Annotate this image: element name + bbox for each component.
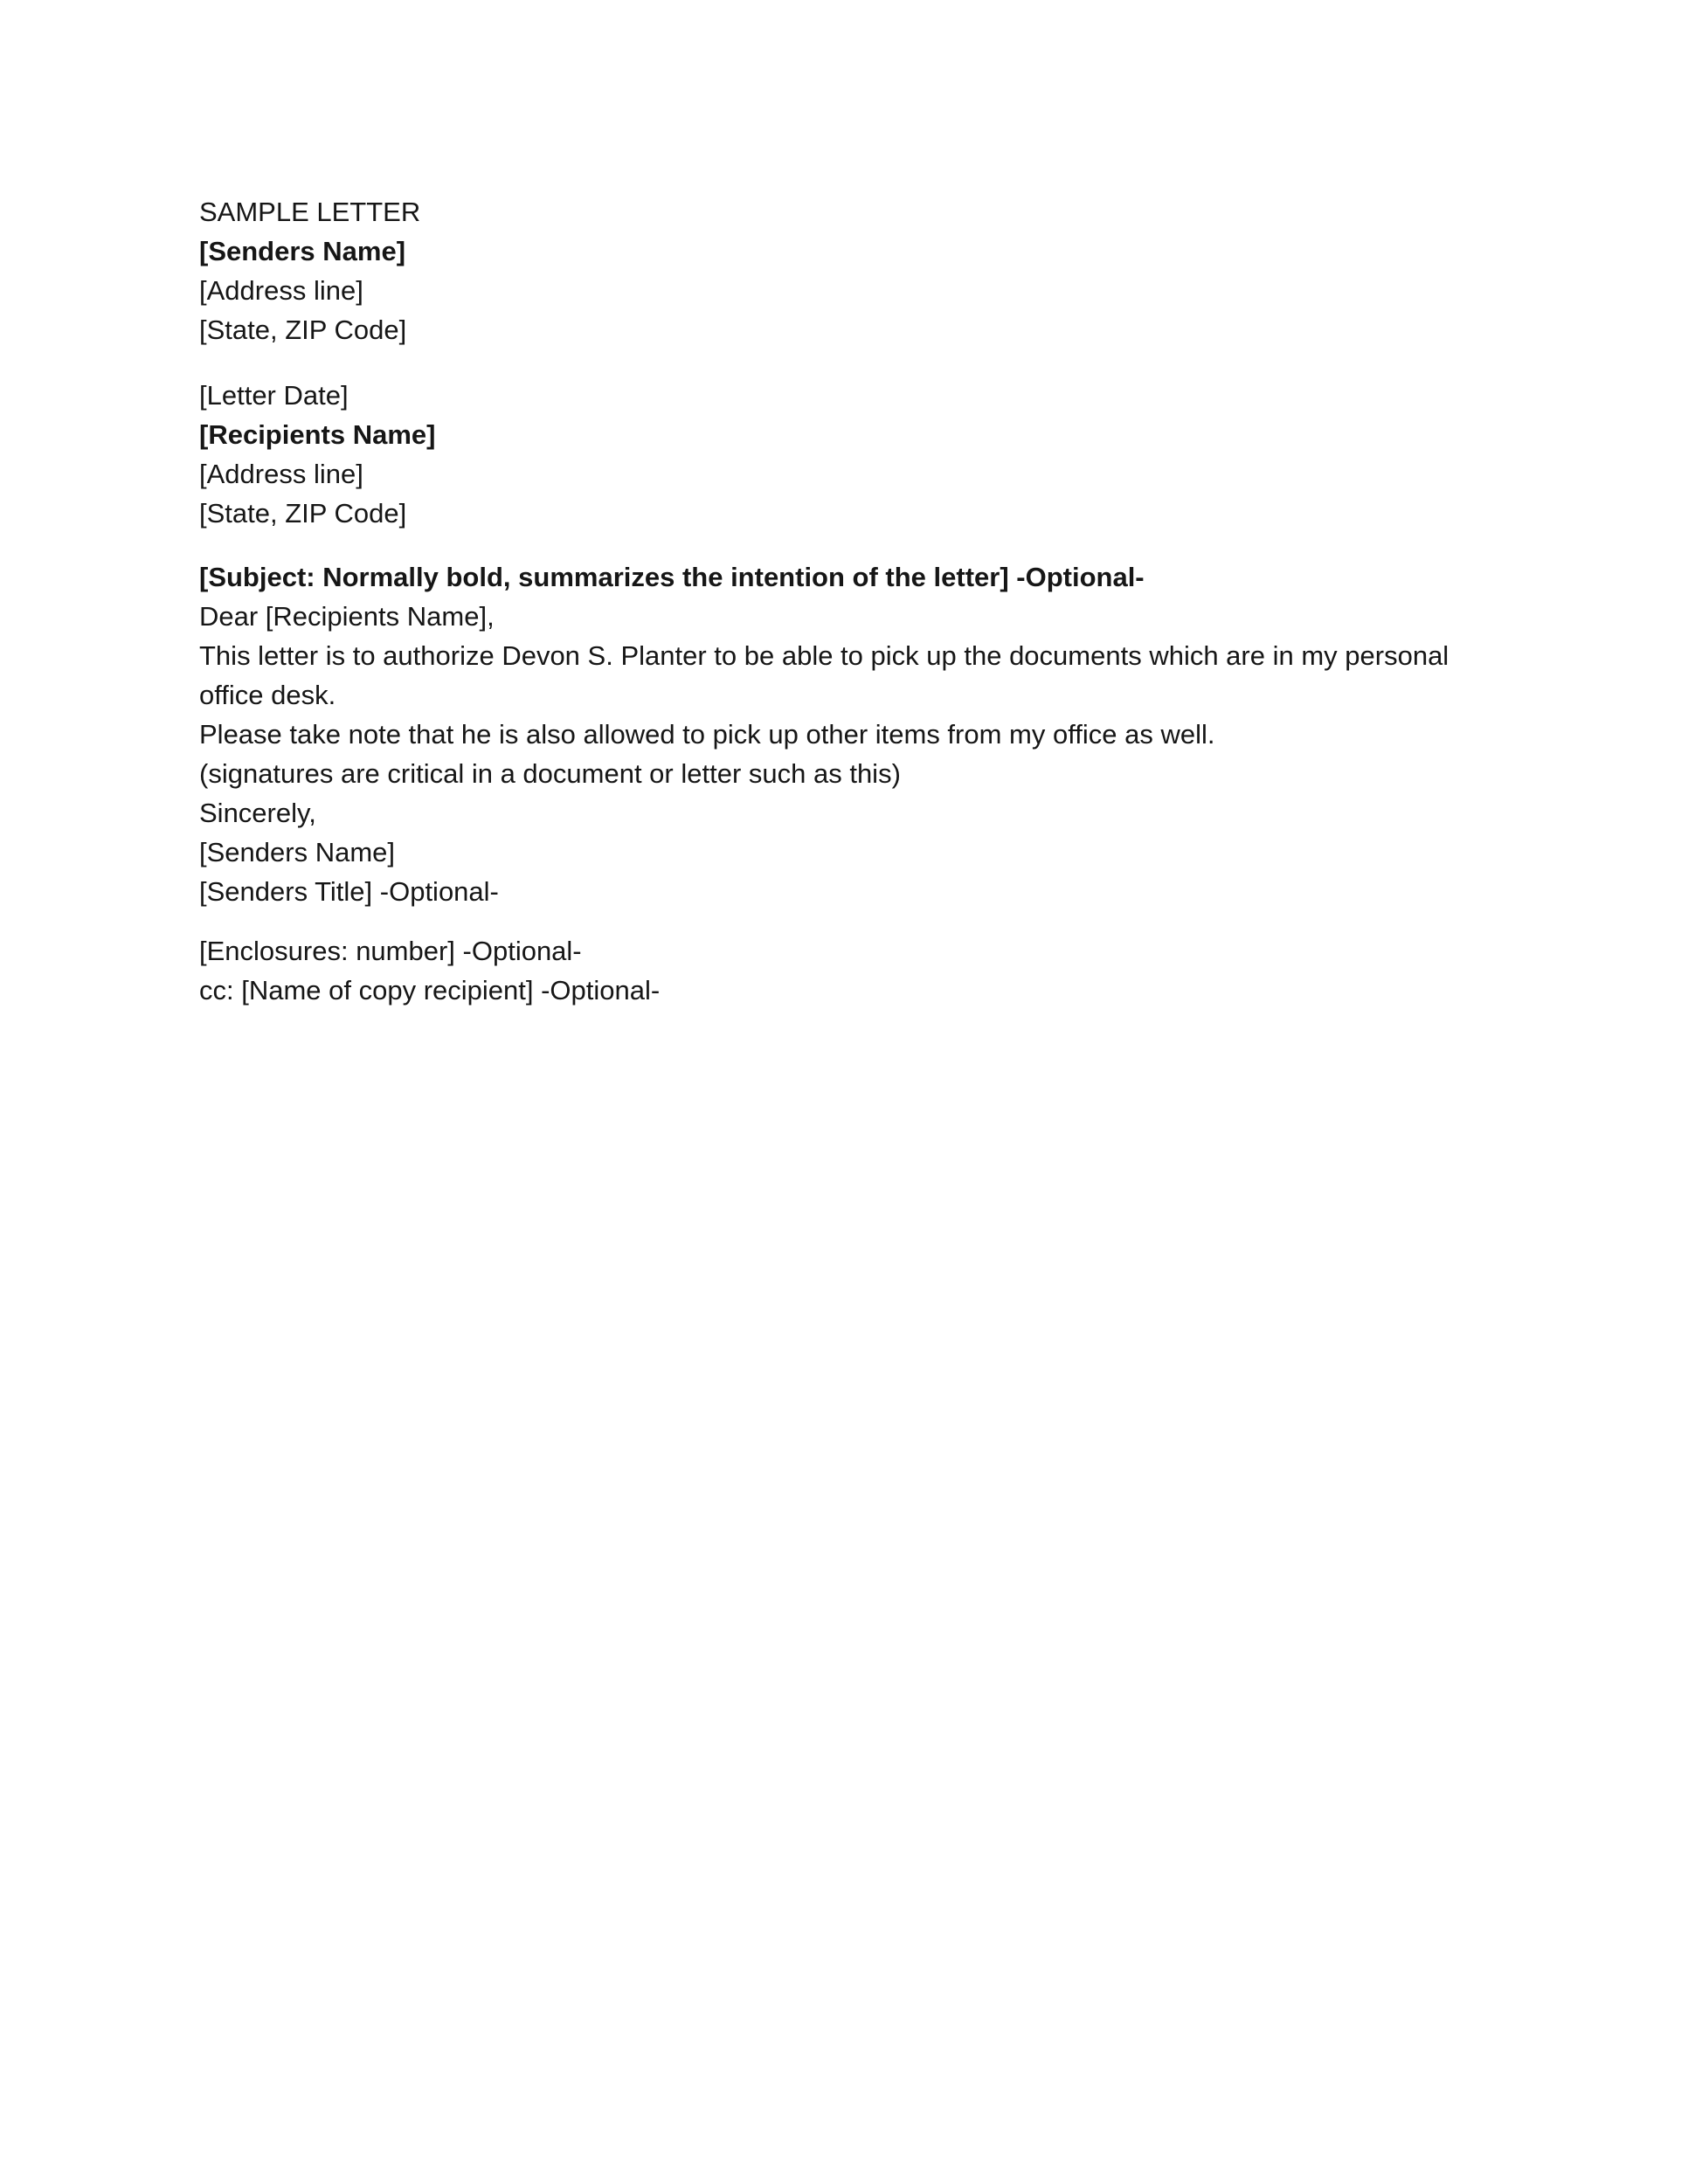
sender-address-line: [Address line] — [199, 275, 363, 306]
document-title: SAMPLE LETTER — [199, 197, 421, 227]
cc-line: cc: [Name of copy recipient] -Optional- — [199, 975, 661, 1006]
recipient-name: [Recipients Name] — [199, 419, 436, 450]
recipient-address-line: [Address line] — [199, 459, 363, 489]
sender-address-block — [199, 232, 1475, 349]
salutation: Dear [Recipients Name], — [199, 601, 495, 632]
signature-block — [199, 833, 1475, 911]
enclosures-line: [Enclosures: number] -Optional- — [199, 936, 582, 966]
body-paragraph-2: Please take note that he is also allowed to pick up other items from my office as well. — [199, 719, 1215, 750]
signature-name: [Senders Name] — [199, 837, 395, 867]
subject-line: [Subject: Normally bold, summarizes the intention of the letter] -Optional- — [199, 562, 1145, 592]
recipient-state-zip: [State, ZIP Code] — [199, 498, 407, 529]
body-paragraph-1: This letter is to authorize Devon S. Planter to be able to pick up the documents which are in my personal office desk. — [199, 640, 1449, 710]
sender-name: [Senders Name] — [199, 236, 406, 266]
signature-title: [Senders Title] -Optional- — [199, 876, 499, 907]
sender-state-zip: [State, ZIP Code] — [199, 314, 407, 345]
notation-block — [199, 931, 1475, 1010]
closing-salutation: Sincerely, — [199, 798, 316, 828]
recipient-address-block — [199, 415, 1475, 533]
letter-date: [Letter Date] — [199, 380, 349, 411]
body-paragraph-3: (signatures are critical in a document or letter such as this) — [199, 758, 901, 789]
